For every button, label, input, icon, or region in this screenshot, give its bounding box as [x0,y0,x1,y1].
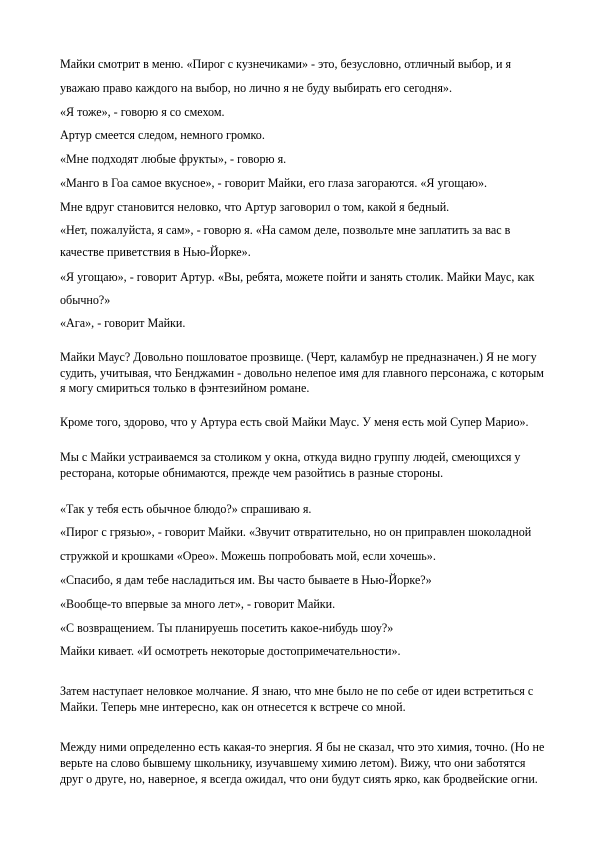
text-line: «Нет, пожалуйста, я сам», - говорю я. «На самом деле, позвольте мне заплатить за вас в [60,223,511,237]
text-line: «Манго в Гоа самое вкусное», - говорит Майки, его глаза загораются. «Я угощаю». [60,176,488,190]
text-line: Майки кивает. «И осмотреть некоторые достопримечательности». [60,644,401,658]
text-line: Майки. Теперь мне интересно, как он отнесется к встрече со мной. [60,700,406,714]
text-line: «Мне подходят любые фрукты», - говорю я. [60,152,287,166]
text-line: Артур смеется следом, немного громко. [60,128,265,142]
text-line: «С возвращением. Ты планируешь посетить какое-нибудь шоу?» [60,621,394,635]
text-line: верьте на слово бывшему школьнику, изучавшему химию летом). Вижу, что они заботятся [60,756,526,770]
text-line: я могу смириться только в фэнтезийном романе. [60,381,310,395]
text-line: Майки Маус? Довольно пошловатое прозвище. (Черт, каламбур не предназначен.) Я не могу [60,350,537,364]
text-line: «Спасибо, я дам тебе насладиться им. Вы часто бываете в Нью-Йорке?» [60,573,432,587]
text-line: судить, учитывая, что Бенджамин - довольно нелепое имя для главного персонажа, с которым [60,366,544,380]
text-line: «Так у тебя есть обычное блюдо?» спрашиваю я. [60,502,312,516]
text-line: «Вообще-то впервые за много лет», - говорит Майки. [60,597,336,611]
text-line: ресторана, которые обнимаются, прежде чем разойтись в разные стороны. [60,466,444,480]
text-line: Кроме того, здорово, что у Артура есть свой Майки Маус. У меня есть мой Супер Марио». [60,415,529,429]
text-line: «Я угощаю», - говорит Артур. «Вы, ребята, можете пойти и занять столик. Майки Маус, как [60,270,535,284]
text-line: «Пирог с грязью», - говорит Майки. «Звучит отвратительно, но он приправлен шоколадной [60,525,532,539]
text-line: качестве приветствия в Нью-Йорке». [60,245,251,259]
text-line: Майки смотрит в меню. «Пирог с кузнечиками» - это, безусловно, отличный выбор, и я [60,57,512,71]
text-line: уважаю право каждого на выбор, но лично я не буду выбирать его сегодня». [60,81,452,95]
text-line: Между ними определенно есть какая-то энергия. Я бы не сказал, что это химия, точно. (Но не [60,740,545,754]
text-line: Мы с Майки устраиваемся за столиком у окна, откуда видно группу людей, смеющихся у [60,450,521,464]
text-line: Затем наступает неловкое молчание. Я знаю, что мне было не по себе от идеи встретиться с [60,684,534,698]
text-line: Мне вдруг становится неловко, что Артур заговорил о том, какой я бедный. [60,200,450,214]
text-line: «Я тоже», - говорю я со смехом. [60,105,225,119]
text-line: обычно?» [60,293,111,307]
text-line: стружкой и крошками «Орео». Можешь попробовать мой, если хочешь». [60,549,436,563]
text-line: «Ага», - говорит Майки. [60,316,186,330]
text-line: друг о друге, но, наверное, я всегда ожидал, что они будут сиять ярко, как бродвейские огни. [60,772,538,786]
